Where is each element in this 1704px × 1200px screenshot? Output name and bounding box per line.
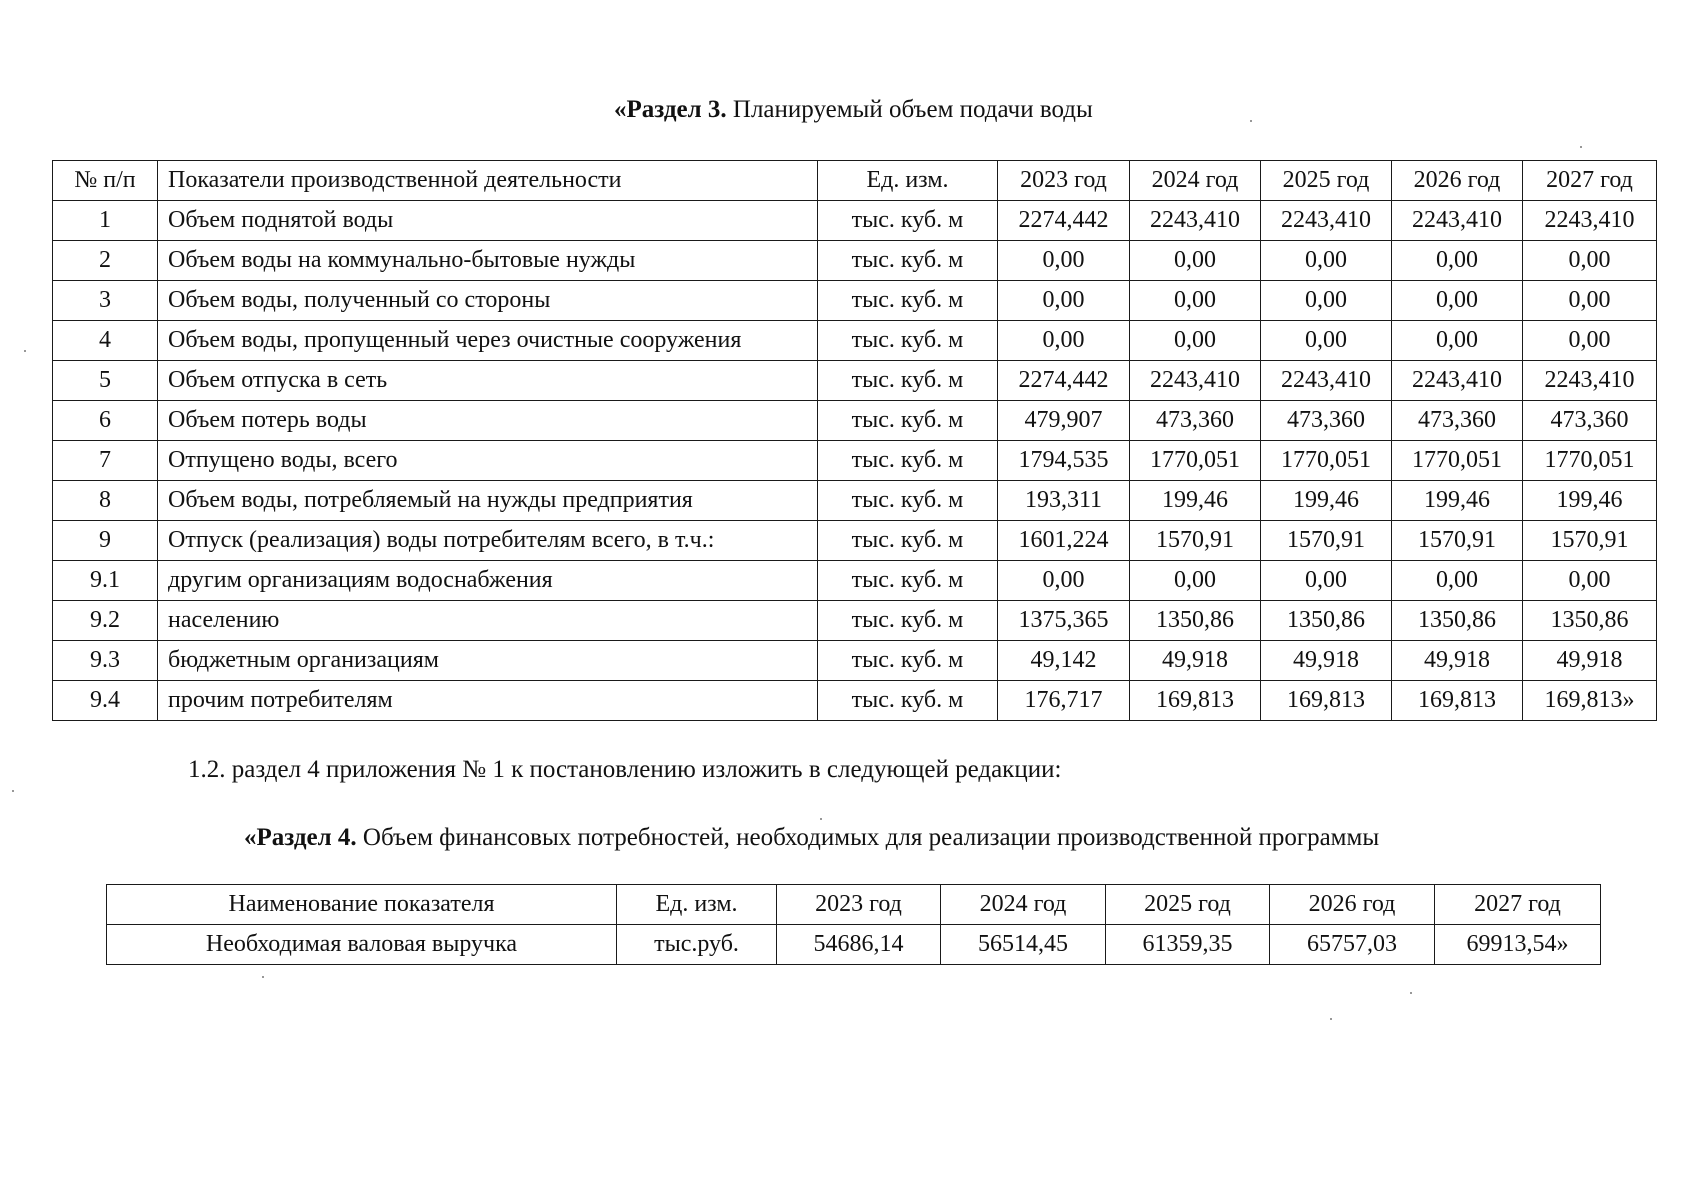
value-cell: 193,311	[998, 481, 1130, 521]
row-number: 9.3	[53, 641, 158, 681]
column-header: 2025 год	[1106, 885, 1270, 925]
unit-cell: тыс. куб. м	[818, 601, 998, 641]
value-cell: 2243,410	[1130, 201, 1261, 241]
row-number: 9	[53, 521, 158, 561]
value-cell: 1570,91	[1523, 521, 1657, 561]
column-header: Показатели производственной деятельности	[158, 161, 818, 201]
row-number: 2	[53, 241, 158, 281]
value-cell: 2243,410	[1523, 201, 1657, 241]
section3-table	[52, 160, 1657, 721]
value-cell: 49,142	[998, 641, 1130, 681]
indicator-name: Отпущено воды, всего	[158, 441, 818, 481]
indicator-name: Объем поднятой воды	[158, 201, 818, 241]
value-cell: 65757,03	[1270, 925, 1435, 965]
section4-table-body	[107, 885, 1601, 965]
indicator-name: Необходимая валовая выручка	[107, 925, 617, 965]
value-cell: 69913,54»	[1435, 925, 1601, 965]
value-cell: 473,360	[1392, 401, 1523, 441]
table-row	[53, 361, 1657, 401]
value-cell: 49,918	[1130, 641, 1261, 681]
value-cell: 0,00	[1261, 241, 1392, 281]
row-number: 1	[53, 201, 158, 241]
table-row	[53, 281, 1657, 321]
scan-speck	[24, 350, 26, 352]
value-cell: 49,918	[1523, 641, 1657, 681]
value-cell: 1350,86	[1523, 601, 1657, 641]
value-cell: 0,00	[1130, 321, 1261, 361]
unit-cell: тыс. куб. м	[818, 641, 998, 681]
value-cell: 61359,35	[1106, 925, 1270, 965]
value-cell: 0,00	[998, 321, 1130, 361]
indicator-name: Объем потерь воды	[158, 401, 818, 441]
row-number: 6	[53, 401, 158, 441]
table-row	[107, 925, 1601, 965]
unit-cell: тыс. куб. м	[818, 481, 998, 521]
table-header-row	[107, 885, 1601, 925]
column-header: № п/п	[53, 161, 158, 201]
value-cell: 0,00	[1523, 321, 1657, 361]
value-cell: 169,813	[1261, 681, 1392, 721]
value-cell: 54686,14	[777, 925, 941, 965]
unit-cell: тыс. куб. м	[818, 561, 998, 601]
column-header: 2027 год	[1435, 885, 1601, 925]
column-header: 2026 год	[1392, 161, 1523, 201]
value-cell: 2274,442	[998, 361, 1130, 401]
table-row	[53, 441, 1657, 481]
unit-cell: тыс. куб. м	[818, 441, 998, 481]
value-cell: 473,360	[1523, 401, 1657, 441]
row-number: 3	[53, 281, 158, 321]
table-row	[53, 681, 1657, 721]
amendment-note: 1.2. раздел 4 приложения № 1 к постановлению изложить в следующей редакции:	[188, 756, 1062, 783]
table-row	[53, 201, 1657, 241]
indicator-name: прочим потребителям	[158, 681, 818, 721]
column-header: 2024 год	[941, 885, 1106, 925]
unit-cell: тыс. куб. м	[818, 201, 998, 241]
value-cell: 49,918	[1261, 641, 1392, 681]
value-cell: 0,00	[1392, 321, 1523, 361]
table-row	[53, 521, 1657, 561]
section4-table	[106, 884, 1601, 965]
indicator-name: населению	[158, 601, 818, 641]
value-cell: 169,813	[1392, 681, 1523, 721]
column-header: Ед. изм.	[617, 885, 777, 925]
value-cell: 1770,051	[1523, 441, 1657, 481]
value-cell: 1770,051	[1261, 441, 1392, 481]
scan-speck	[12, 790, 14, 792]
value-cell: 1350,86	[1392, 601, 1523, 641]
value-cell: 1570,91	[1261, 521, 1392, 561]
scan-speck	[1330, 1018, 1332, 1020]
column-header: 2027 год	[1523, 161, 1657, 201]
value-cell: 199,46	[1523, 481, 1657, 521]
indicator-name: Объем воды, потребляемый на нужды предприятия	[158, 481, 818, 521]
row-number: 9.1	[53, 561, 158, 601]
column-header: 2023 год	[777, 885, 941, 925]
column-header: 2026 год	[1270, 885, 1435, 925]
unit-cell: тыс. куб. м	[818, 401, 998, 441]
value-cell: 0,00	[1130, 241, 1261, 281]
table-row	[53, 561, 1657, 601]
value-cell: 56514,45	[941, 925, 1106, 965]
indicator-name: Объем воды, полученный со стороны	[158, 281, 818, 321]
value-cell: 0,00	[998, 561, 1130, 601]
section4-title	[244, 824, 1379, 852]
scan-speck	[1250, 120, 1252, 122]
row-number: 4	[53, 321, 158, 361]
table-row	[53, 321, 1657, 361]
unit-cell: тыс. куб. м	[818, 321, 998, 361]
unit-cell: тыс.руб.	[617, 925, 777, 965]
value-cell: 0,00	[1261, 321, 1392, 361]
value-cell: 0,00	[1523, 561, 1657, 601]
value-cell: 2243,410	[1261, 201, 1392, 241]
value-cell: 479,907	[998, 401, 1130, 441]
value-cell: 1375,365	[998, 601, 1130, 641]
column-header: Наименование показателя	[107, 885, 617, 925]
row-number: 7	[53, 441, 158, 481]
value-cell: 1770,051	[1392, 441, 1523, 481]
section3-table-body	[53, 161, 1657, 721]
value-cell: 0,00	[1392, 241, 1523, 281]
section3-title-rest: Планируемый объем подачи воды	[726, 96, 1093, 123]
scan-speck	[1580, 146, 1582, 148]
row-number: 8	[53, 481, 158, 521]
scan-speck	[820, 818, 822, 820]
section3-title	[614, 96, 1093, 124]
column-header: Ед. изм.	[818, 161, 998, 201]
value-cell: 2243,410	[1392, 361, 1523, 401]
value-cell: 0,00	[1130, 561, 1261, 601]
table-row	[53, 401, 1657, 441]
section4-title-bold: «Раздел 4.	[244, 824, 357, 851]
value-cell: 1350,86	[1261, 601, 1392, 641]
column-header: 2023 год	[998, 161, 1130, 201]
value-cell: 2243,410	[1261, 361, 1392, 401]
value-cell: 0,00	[1523, 241, 1657, 281]
value-cell: 0,00	[998, 281, 1130, 321]
value-cell: 1601,224	[998, 521, 1130, 561]
value-cell: 0,00	[1261, 561, 1392, 601]
indicator-name: Объем отпуска в сеть	[158, 361, 818, 401]
unit-cell: тыс. куб. м	[818, 521, 998, 561]
section3-title-bold: «Раздел 3.	[614, 96, 727, 123]
value-cell: 169,813»	[1523, 681, 1657, 721]
value-cell: 473,360	[1261, 401, 1392, 441]
indicator-name: Объем воды на коммунально-бытовые нужды	[158, 241, 818, 281]
indicator-name: Отпуск (реализация) воды потребителям всего, в т.ч.:	[158, 521, 818, 561]
value-cell: 2243,410	[1392, 201, 1523, 241]
value-cell: 169,813	[1130, 681, 1261, 721]
value-cell: 0,00	[1130, 281, 1261, 321]
value-cell: 199,46	[1392, 481, 1523, 521]
value-cell: 0,00	[1392, 561, 1523, 601]
column-header: 2025 год	[1261, 161, 1392, 201]
table-row	[53, 601, 1657, 641]
unit-cell: тыс. куб. м	[818, 681, 998, 721]
value-cell: 1570,91	[1392, 521, 1523, 561]
value-cell: 1570,91	[1130, 521, 1261, 561]
row-number: 9.2	[53, 601, 158, 641]
value-cell: 49,918	[1392, 641, 1523, 681]
unit-cell: тыс. куб. м	[818, 281, 998, 321]
section4-title-rest: Объем финансовых потребностей, необходимых для реализации производственной программы	[356, 824, 1380, 851]
table-row	[53, 241, 1657, 281]
value-cell: 0,00	[998, 241, 1130, 281]
column-header: 2024 год	[1130, 161, 1261, 201]
unit-cell: тыс. куб. м	[818, 361, 998, 401]
indicator-name: бюджетным организациям	[158, 641, 818, 681]
scan-speck	[1410, 992, 1412, 994]
value-cell: 1794,535	[998, 441, 1130, 481]
table-row	[53, 481, 1657, 521]
value-cell: 0,00	[1523, 281, 1657, 321]
value-cell: 2243,410	[1130, 361, 1261, 401]
row-number: 9.4	[53, 681, 158, 721]
unit-cell: тыс. куб. м	[818, 241, 998, 281]
value-cell: 199,46	[1130, 481, 1261, 521]
value-cell: 199,46	[1261, 481, 1392, 521]
scan-speck	[262, 976, 264, 978]
value-cell: 2243,410	[1523, 361, 1657, 401]
table-row	[53, 641, 1657, 681]
value-cell: 1350,86	[1130, 601, 1261, 641]
value-cell: 473,360	[1130, 401, 1261, 441]
value-cell: 176,717	[998, 681, 1130, 721]
value-cell: 2274,442	[998, 201, 1130, 241]
value-cell: 1770,051	[1130, 441, 1261, 481]
table-header-row	[53, 161, 1657, 201]
value-cell: 0,00	[1261, 281, 1392, 321]
indicator-name: другим организациям водоснабжения	[158, 561, 818, 601]
value-cell: 0,00	[1392, 281, 1523, 321]
indicator-name: Объем воды, пропущенный через очистные сооружения	[158, 321, 818, 361]
row-number: 5	[53, 361, 158, 401]
